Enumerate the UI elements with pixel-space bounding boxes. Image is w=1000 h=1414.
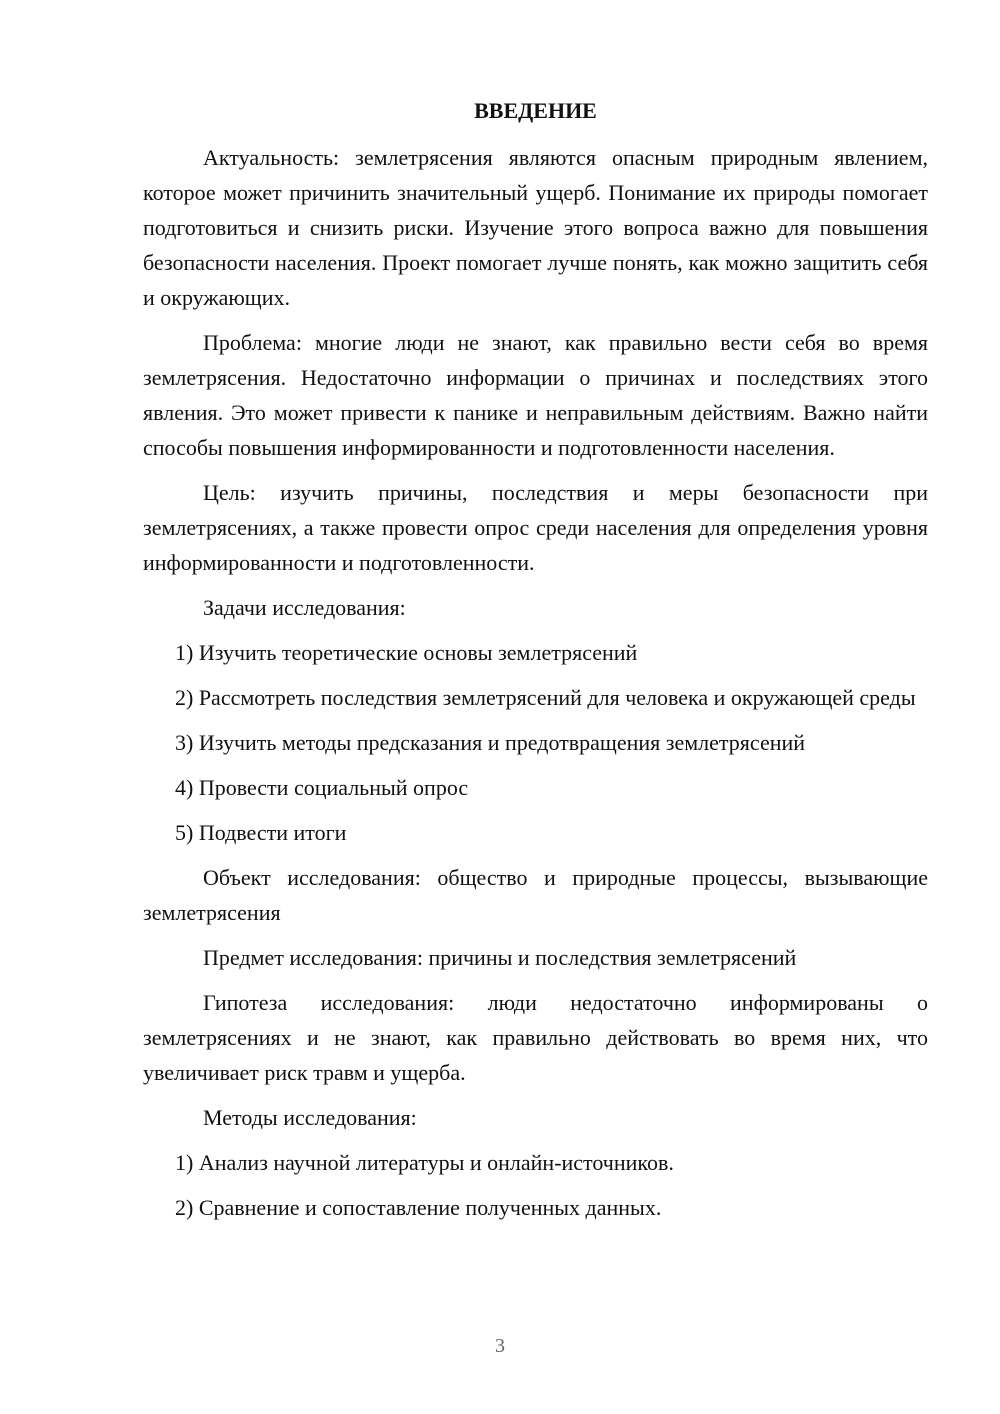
task-item: 4) Провести социальный опрос bbox=[175, 775, 469, 800]
relevance-paragraph: Актуальность: землетрясения являются опасным природным явлением, которое может причинить значительный ущерб. Понимание их природы помогает подготовиться и снизить риски. Изучение этого вопроса важно для повышения безопасности населения. Проект помогает лучше понять, как можно защитить себя и окружающих. bbox=[143, 145, 928, 310]
page-number: 3 bbox=[495, 1335, 505, 1357]
goal-paragraph: Цель: изучить причины, последствия и меры безопасности при землетрясениях, а также провести опрос среди населения для определения уровня информированности и подготовленности. bbox=[143, 480, 928, 575]
document-page bbox=[143, 96, 928, 1235]
method-item: 1) Анализ научной литературы и онлайн-источников. bbox=[175, 1150, 674, 1175]
hypothesis-paragraph: Гипотеза исследования: люди недостаточно информированы о землетрясениях и не знают, как правильно действовать во время них, что увеличивает риск травм и ущерба. bbox=[143, 990, 928, 1085]
problem-paragraph: Проблема: многие люди не знают, как правильно вести себя во время землетрясения. Недостаточно информации о причинах и последствиях этого явления. Это может привести к панике и неправильным действиям. Важно найти способы повышения информированности и подготовленности населения. bbox=[143, 330, 928, 460]
subject-paragraph: Предмет исследования: причины и последствия землетрясений bbox=[203, 945, 797, 970]
task-item: 3) Изучить методы предсказания и предотвращения землетрясений bbox=[175, 730, 806, 755]
task-item: 2) Рассмотреть последствия землетрясений для человека и окружающей среды bbox=[175, 685, 916, 710]
task-item: 1) Изучить теоретические основы землетрясений bbox=[175, 640, 638, 665]
tasks-heading: Задачи исследования: bbox=[203, 595, 406, 620]
object-paragraph: Объект исследования: общество и природные процессы, вызывающие землетрясения bbox=[143, 865, 928, 925]
method-item: 2) Сравнение и сопоставление полученных данных. bbox=[175, 1195, 662, 1220]
methods-heading: Методы исследования: bbox=[203, 1105, 417, 1130]
task-item: 5) Подвести итоги bbox=[175, 820, 347, 845]
section-title: ВВЕДЕНИЕ bbox=[474, 98, 597, 123]
